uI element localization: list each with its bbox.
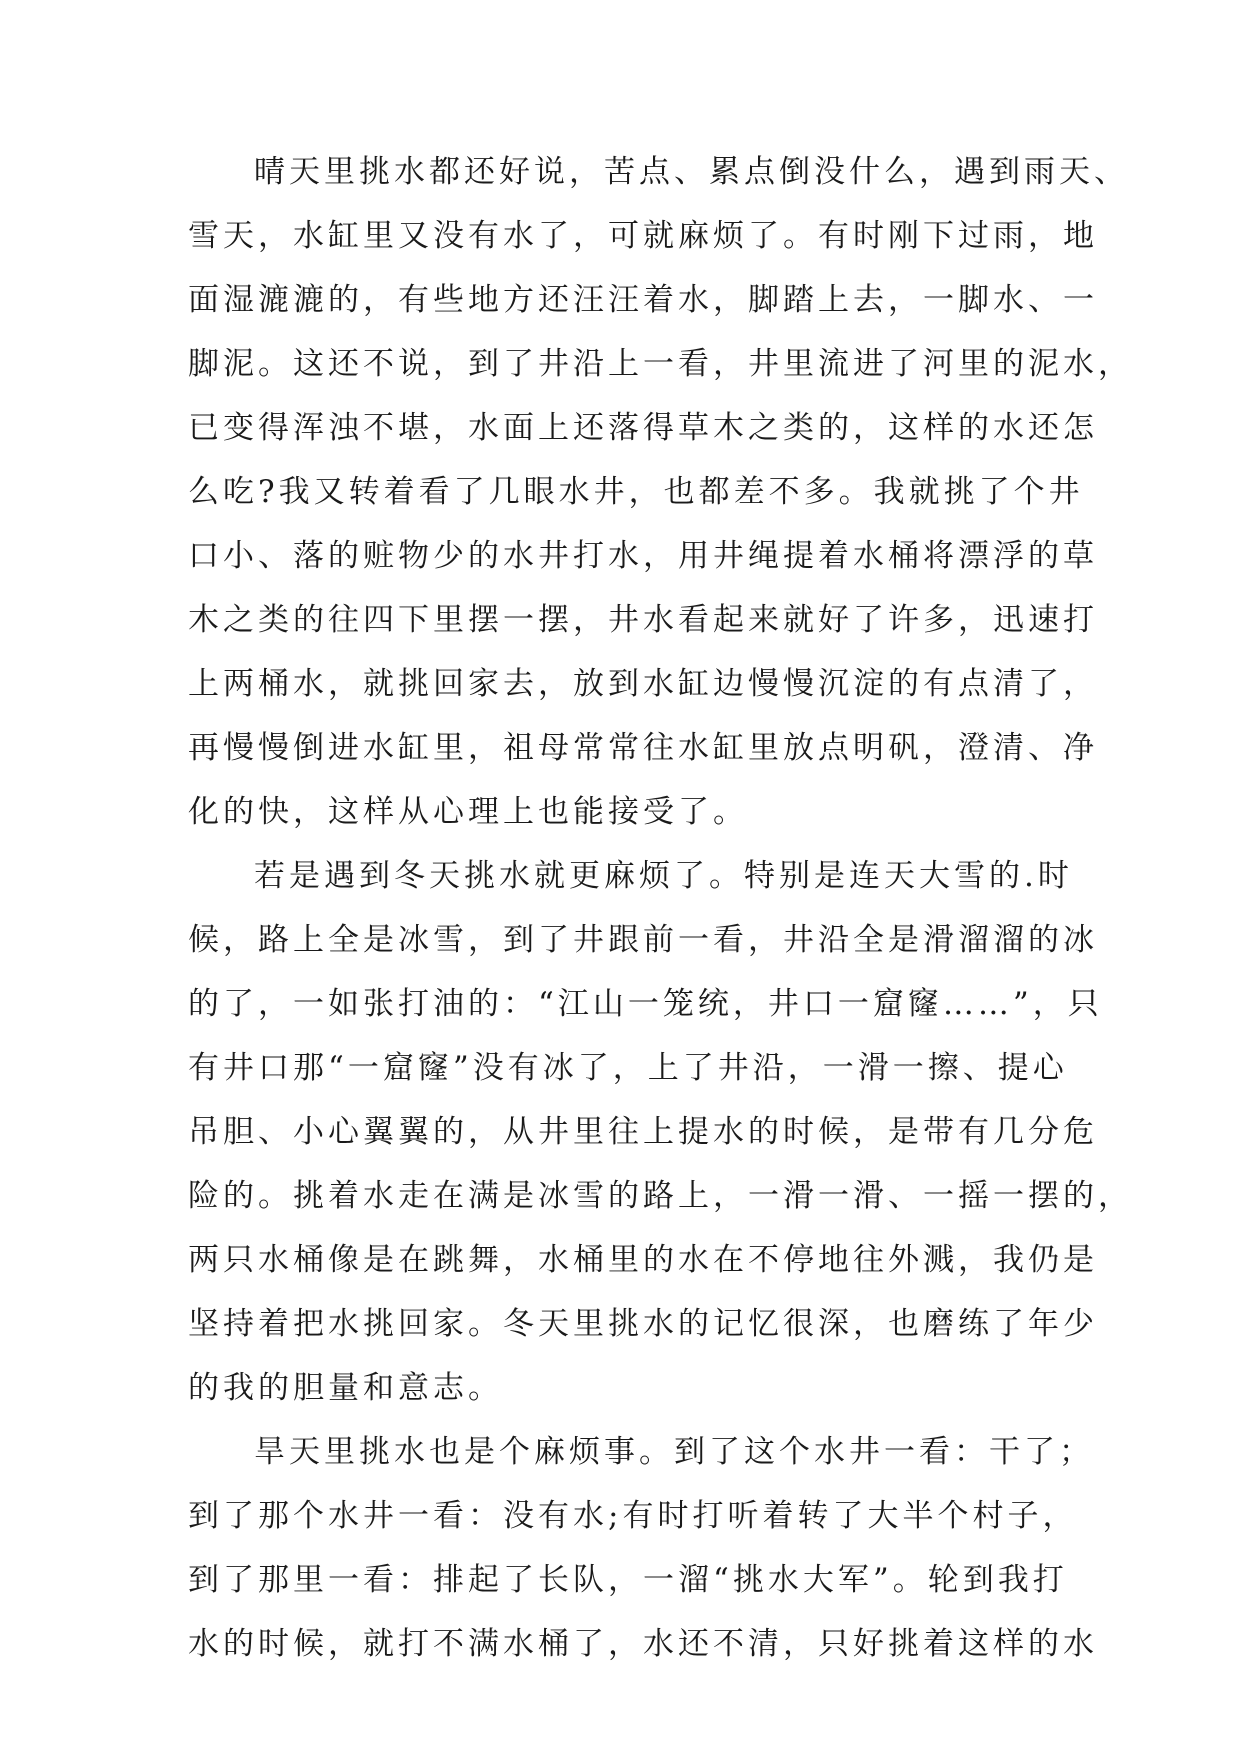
text-line: 上两桶水，就挑回家去，放到水缸边慢慢沉淀的有点清了， <box>188 666 1098 702</box>
document-body <box>188 140 1133 1676</box>
text-line: 有井口那“一窟窿”没有冰了，上了井沿，一滑一擦、提心 <box>188 1050 1068 1086</box>
text-line: 坚持着把水挑回家。冬天里挑水的记忆很深，也磨练了年少 <box>188 1306 1098 1342</box>
text-line: 脚泥。这还不说，到了井沿上一看，井里流进了河里的泥水， <box>188 346 1133 382</box>
text-line: 化的快，这样从心理上也能接受了。 <box>188 794 748 830</box>
text-line: 水的时候，就打不满水桶了，水还不清，只好挑着这样的水 <box>188 1626 1098 1662</box>
text-line: 再慢慢倒进水缸里，祖母常常往水缸里放点明矾，澄清、净 <box>188 730 1098 766</box>
text-line: 候，路上全是冰雪，到了井跟前一看，井沿全是滑溜溜的冰 <box>188 922 1098 958</box>
text-line: 的我的胆量和意志。 <box>188 1370 503 1406</box>
paragraph-winter <box>188 844 1133 1420</box>
text-line: 口小、落的赃物少的水井打水，用井绳提着水桶将漂浮的草 <box>188 538 1098 574</box>
text-line: 到了那里一看：排起了长队，一溜“挑水大军”。轮到我打 <box>188 1562 1068 1598</box>
text-line: 已变得浑浊不堪，水面上还落得草木之类的，这样的水还怎 <box>188 410 1098 446</box>
text-line: 吊胆、小心翼翼的，从井里往上提水的时候，是带有几分危 <box>188 1114 1098 1150</box>
text-line: 雪天，水缸里又没有水了，可就麻烦了。有时刚下过雨，地 <box>188 218 1098 254</box>
text-line: 旱天里挑水也是个麻烦事。到了这个水井一看：干了； <box>254 1434 1094 1470</box>
text-line: 两只水桶像是在跳舞，水桶里的水在不停地往外溅，我仍是 <box>188 1242 1098 1278</box>
text-line: 到了那个水井一看：没有水;有时打听着转了大半个村子， <box>188 1498 1078 1534</box>
text-line: 的了，一如张打油的：“江山一笼统，井口一窟窿……”，只 <box>188 986 1103 1022</box>
text-line: 若是遇到冬天挑水就更麻烦了。特别是连天大雪的.时 <box>254 858 1073 894</box>
paragraph-drought <box>188 1420 1098 1676</box>
text-line: 木之类的往四下里摆一摆，井水看起来就好了许多，迅速打 <box>188 602 1098 638</box>
text-line: 险的。挑着水走在满是冰雪的路上，一滑一滑、一摇一摆的， <box>188 1178 1133 1214</box>
paragraph-rainy-day <box>188 140 1133 844</box>
text-line: 么吃?我又转着看了几眼水井，也都差不多。我就挑了个井 <box>188 474 1084 510</box>
text-line: 晴天里挑水都还好说，苦点、累点倒没什么，遇到雨天、 <box>254 154 1129 190</box>
text-line: 面湿漉漉的，有些地方还汪汪着水，脚踏上去，一脚水、一 <box>188 282 1098 318</box>
